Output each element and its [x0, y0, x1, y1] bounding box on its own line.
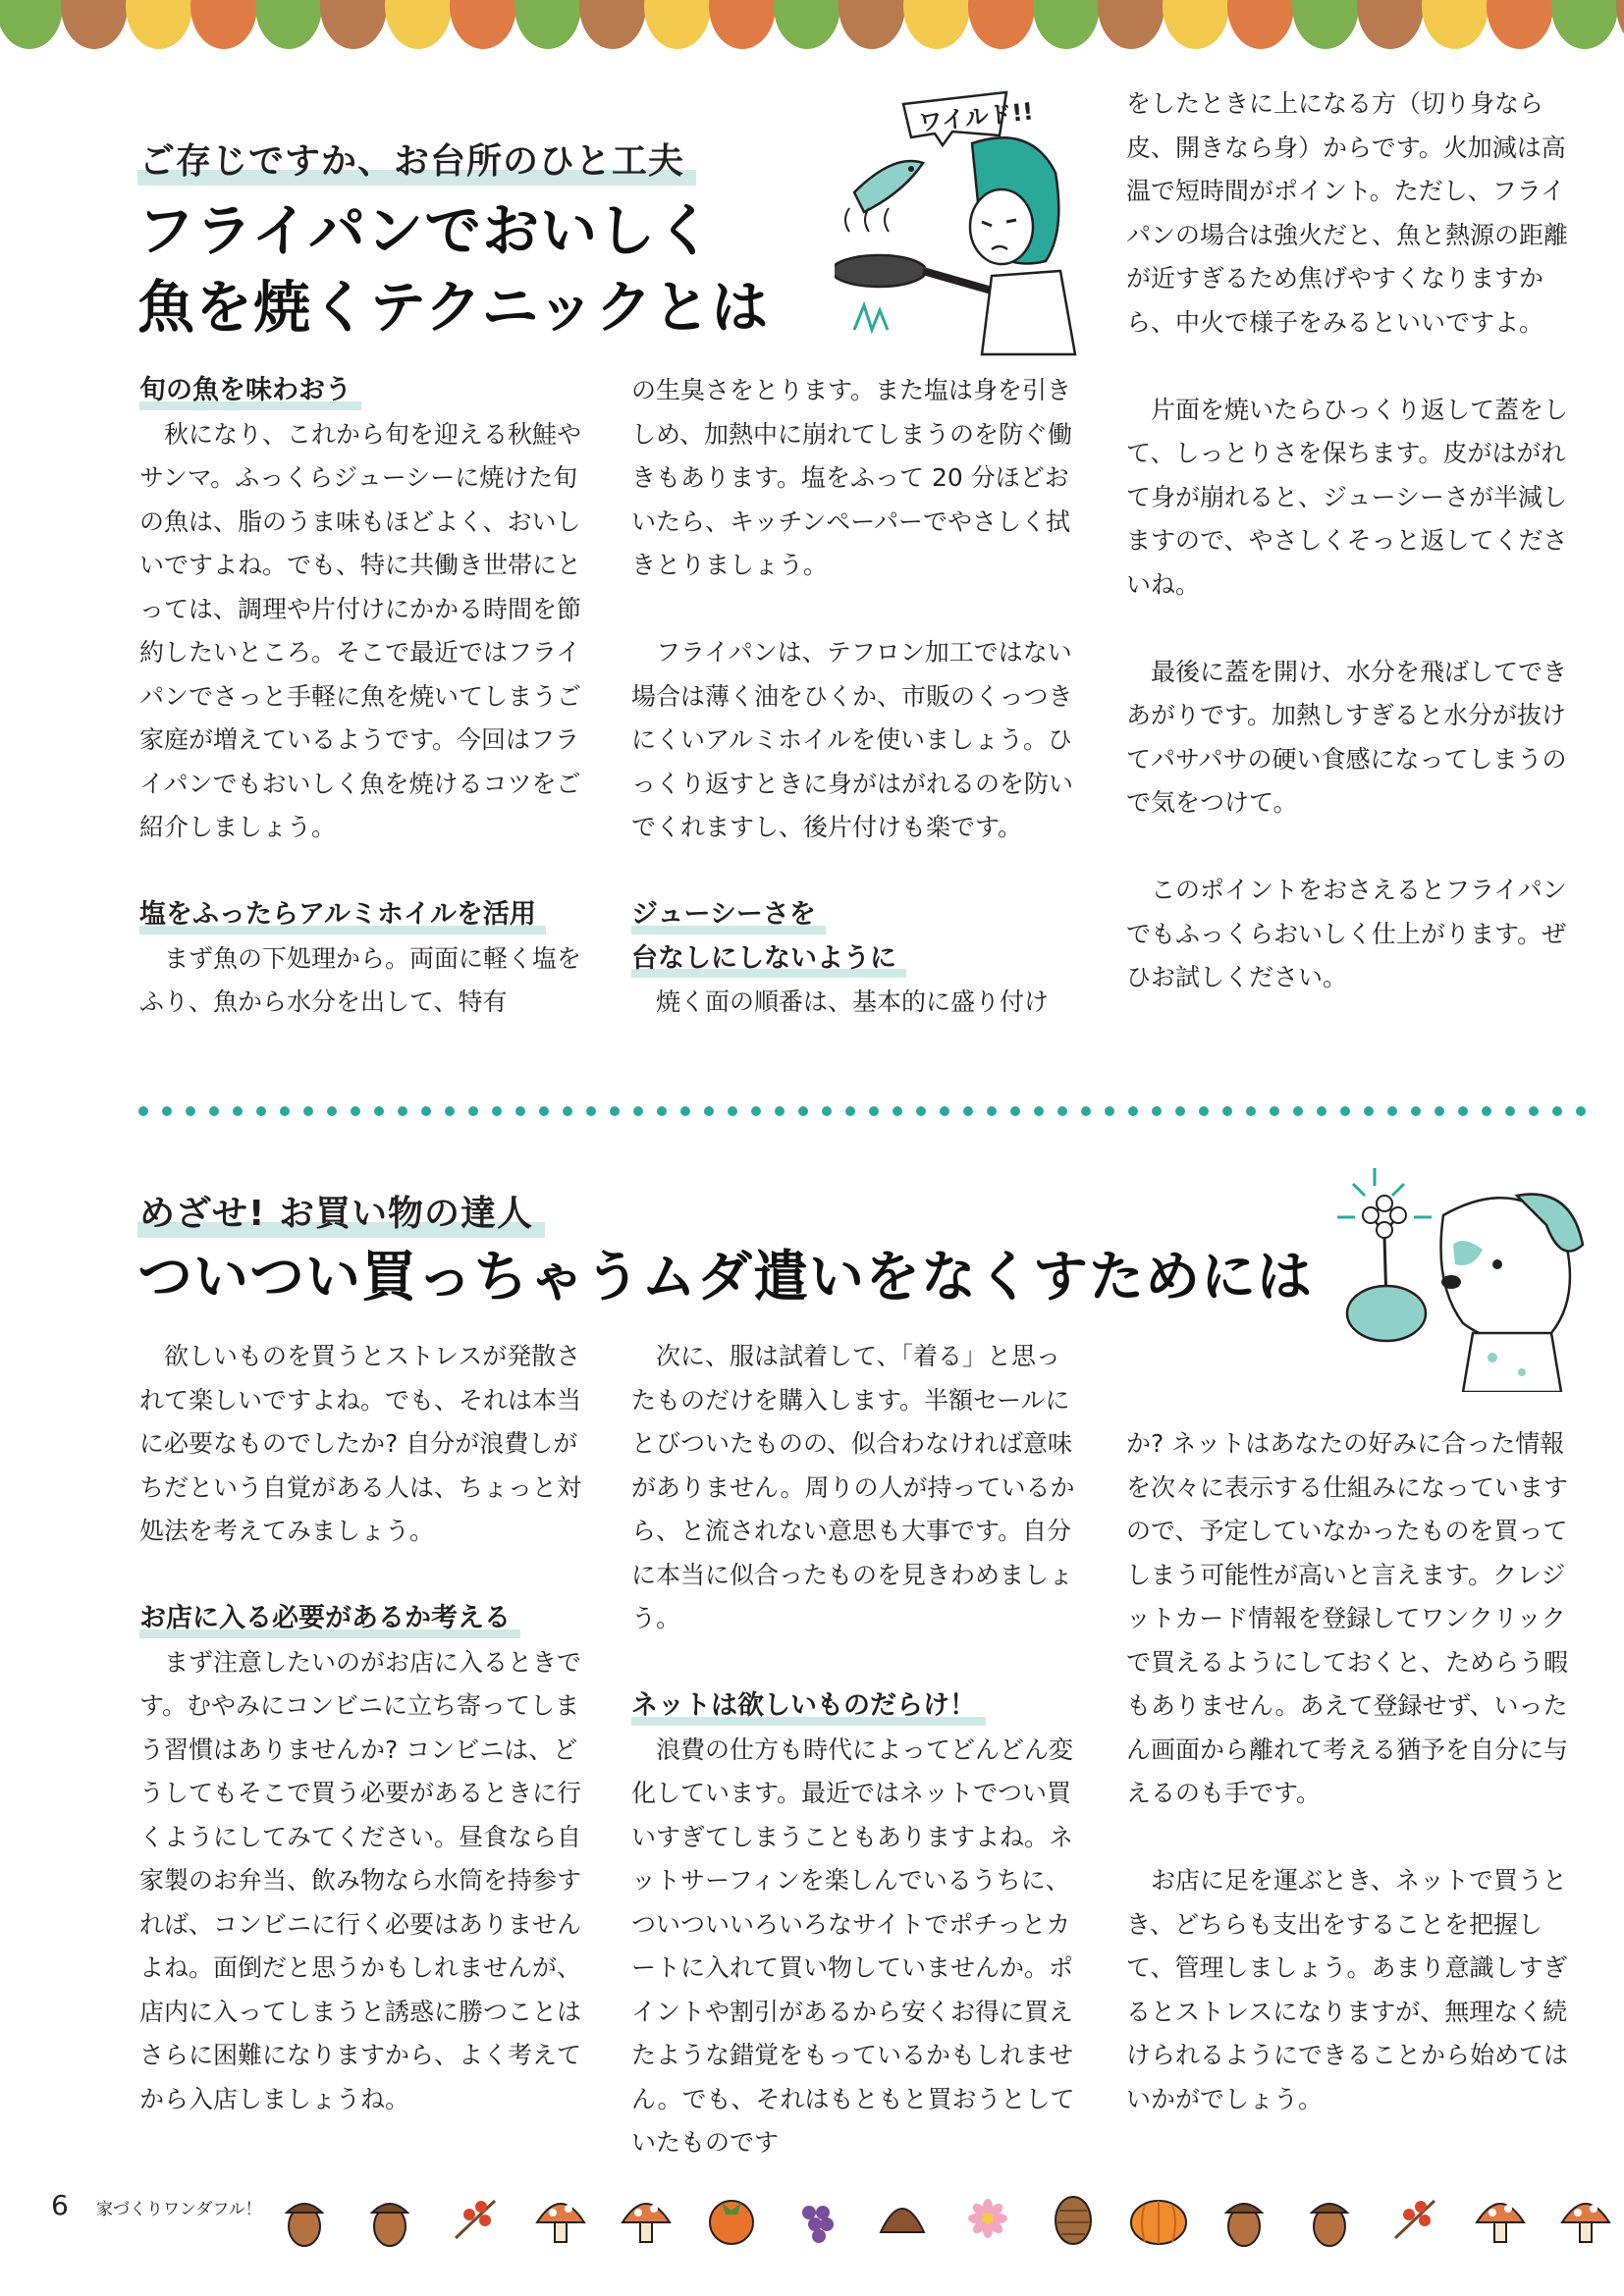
magazine-name: 家づくりワンダフル！: [96, 2200, 262, 2219]
divider-dot: [351, 1106, 360, 1116]
scallop-shape: [774, 0, 840, 49]
paragraph-gap: [1126, 607, 1574, 651]
article2-column-3: [1126, 1422, 1574, 2121]
acorn-icon: [372, 2204, 407, 2246]
section-subheading: [631, 937, 1079, 982]
body-paragraph: まず注意したいのがお店に入るときです。むやみにコンビニに立ち寄ってしまう習慣はありませんか? コンビニは、どうしてもそこで買う必要があるときに行くようにしてみてください。昼食なら自家製のお弁当、飲み物なら水筒を持参すれば、コンビニに行く必要はありませんよね。面倒だと思うかもしれませんが、店内に入ってしまうと誘惑に勝つことはさらに困難になりますから、よく考えてから入店しましょうね。: [139, 1647, 582, 2113]
section-subheading-text: ネットは欲しいものだらけ！: [631, 1690, 976, 1721]
acorn-icon: [1312, 2204, 1347, 2246]
body-paragraph: 最後に蓋を開け、水分を飛ばしてできあがりです。加熱しすぎると水分が抜けてパサパサの硬い食感になってしまうので気をつけて。: [1126, 657, 1568, 817]
divider-dot: [398, 1106, 407, 1116]
grapes-icon: [802, 2206, 834, 2243]
cook-caption: ワイルド!!: [917, 97, 1035, 137]
acorn-icon: [1226, 2204, 1262, 2246]
divider-dot: [1435, 1106, 1444, 1116]
article1-title-line2: 魚を焼くテクニックとは: [137, 274, 770, 341]
divider-dot: [633, 1106, 643, 1116]
scallop-shape: [903, 0, 970, 49]
section-subheading: [631, 893, 1079, 937]
divider-dot: [445, 1106, 455, 1116]
divider-dot: [162, 1106, 172, 1116]
paragraph-gap: [1126, 826, 1574, 870]
divider-dot: [1057, 1106, 1067, 1116]
section-subheading: [139, 369, 587, 413]
divider-dot: [421, 1106, 431, 1116]
divider-dot: [1552, 1106, 1562, 1116]
mushroom-icon: [623, 2204, 670, 2242]
divider-dot: [657, 1106, 667, 1116]
body-paragraph: 片面を焼いたらひっくり返して蓋をして、しっとりさを保ちます。皮がはがれて身が崩れると、ジューシーさが半減しますので、やさしくそっと返してくださいね。: [1126, 395, 1569, 599]
divider-dot: [515, 1106, 525, 1116]
divider-dot: [822, 1106, 832, 1116]
section-divider: [137, 1105, 1591, 1117]
article1-column-3: [1126, 82, 1574, 1000]
section-subheading: [631, 1684, 1079, 1729]
divider-dot: [492, 1106, 502, 1116]
paragraph-gap: [631, 850, 1079, 894]
divider-dot: [1458, 1106, 1468, 1116]
article2-kicker: めざせ! お買い物の達人: [139, 1186, 533, 1236]
divider-dot: [1128, 1106, 1138, 1116]
berries-icon: [456, 2201, 495, 2238]
body-paragraph: 次に、服は試着して、「着る」と思ったものだけを購入します。半額セールにとびついたものの、似合わなければ意味がありません。周りの人が持っているから、と流されない意思も大事です。自分に本当に似合ったものを見きわめましょう。: [631, 1342, 1075, 1632]
divider-dot: [751, 1106, 761, 1116]
divider-dot: [209, 1106, 219, 1116]
divider-dot: [233, 1106, 243, 1116]
divider-dot: [916, 1106, 926, 1116]
divider-dot: [1482, 1106, 1491, 1116]
scallop-shape: [255, 0, 322, 49]
divider-dot: [987, 1106, 997, 1116]
divider-dot: [869, 1106, 879, 1116]
scallop-shape: [450, 0, 516, 49]
scallop-shape: [579, 0, 646, 49]
body-paragraph: 欲しいものを買うとストレスが発散されて楽しいですよね。でも、それは本当に必要なものでしたか? 自分が浪費しがちだという自覚がある人は、ちょっと対処法を考えてみましょう。: [139, 1342, 582, 1545]
divider-dot: [1152, 1106, 1162, 1116]
scallop-shape: [61, 0, 128, 49]
divider-dot: [303, 1106, 313, 1116]
article1-kicker: ご存じですか、お台所のひと工夫: [139, 133, 684, 184]
paragraph-gap: [631, 1641, 1079, 1685]
divider-dot: [610, 1106, 620, 1116]
scallop-shape: [0, 0, 63, 49]
scallop-shape: [126, 0, 192, 49]
divider-dot: [1034, 1106, 1044, 1116]
page-number: 6: [51, 2189, 69, 2221]
divider-dot: [1246, 1106, 1256, 1116]
section-subheading: [139, 893, 587, 937]
divider-dot: [704, 1106, 714, 1116]
article1-column-2: [631, 369, 1079, 1025]
divider-dot: [1317, 1106, 1326, 1116]
divider-dot: [1576, 1106, 1586, 1116]
persimmon-icon: [710, 2201, 753, 2244]
top-scallop-border: [0, 0, 1624, 51]
divider-dot: [893, 1106, 902, 1116]
section-subheading-text: お店に入る必要があるか考える: [139, 1603, 511, 1633]
acorn-icon: [287, 2204, 322, 2246]
scallop-shape: [190, 0, 257, 49]
paragraph-gap: [631, 588, 1079, 632]
scallop-shape: [709, 0, 776, 49]
body-paragraph: 浪費の仕方も時代によってどんどん変化しています。最近ではネットでつい買いすぎてしまうこともありますよね。ネットサーフィンを楽しんでいるうちに、ついついいろいろなサイトでポチっとカートに入れて買い物していませんか。ポイントや割引があるから安くお得に買えたような錯覚をもっているかもしれません。でも、それはもともと買おうとしていたものです: [631, 1735, 1075, 2157]
scallop-shape: [514, 0, 581, 49]
body-paragraph: このポイントをおさえるとフライパンでもふっくらおいしく仕上がります。ぜひお試しください。: [1126, 876, 1567, 991]
section-subheading-text: 旬の魚を味わおう: [139, 375, 352, 405]
scallop-shape: [1422, 0, 1489, 49]
section-subheading-text: ジューシーさを: [631, 899, 816, 930]
divider-dot: [374, 1106, 384, 1116]
divider-dot: [468, 1106, 478, 1116]
scallop-shape: [1227, 0, 1294, 49]
body-paragraph: の生臭さをとります。また塩は身を引きしめ、加熱中に崩れてしまうのを防ぐ働きもあります。塩をふって 20 分ほどおいたら、キッチンペーパーでやさしく拭きとりましょう。: [631, 376, 1073, 579]
scallop-shape: [1616, 0, 1624, 49]
divider-dot: [1505, 1106, 1515, 1116]
divider-dot: [539, 1106, 549, 1116]
divider-dot: [1293, 1106, 1303, 1116]
body-paragraph: 秋になり、これから旬を迎える秋鮭やサンマ。ふっくらジューシーに焼けた旬の魚は、脂のうま味もほどよく、おいしいですよね。でも、特に共働き世帯にとっては、調理や片付けにかかる時間を節約したいところ。そこで最近ではフライパンでさっと手軽に魚を焼いてしまうご家庭が増えているようです。今回はフライパンでもおいしく魚を焼けるコツをご紹介しましょう。: [139, 419, 582, 841]
divider-dot: [963, 1106, 973, 1116]
body-paragraph: をしたときに上になる方（切り身なら皮、開きなら身）からです。火加減は高温で短時間がポイント。ただし、フライパンの場合は強火だと、魚と熱源の距離が近すぎるため焦げやすくなりますから、中火で様子をみるといいですよ。: [1126, 89, 1569, 337]
scallop-shape: [1357, 0, 1424, 49]
article1-column-1: [139, 369, 587, 1025]
divider-dot: [1411, 1106, 1421, 1116]
article2-column-1: [139, 1335, 587, 2121]
section-subheading-text: 台なしにしないように: [631, 942, 896, 974]
paragraph-gap: [139, 1554, 587, 1598]
scallop-shape: [1487, 0, 1553, 49]
body-paragraph: お店に足を運ぶとき、ネットで買うとき、どちらも支出をすることを把握して、管理しましょう。あまり意識しすぎるとストレスになりますが、無理なく続けられるようにできることから始めてはいかがでしょう。: [1126, 1866, 1569, 2113]
flower-icon: [968, 2199, 1007, 2238]
footer-autumn-decoration: [0, 2169, 1624, 2277]
scallop-shape: [1033, 0, 1100, 49]
divider-dot: [1222, 1106, 1232, 1116]
divider-dot: [1364, 1106, 1374, 1116]
body-paragraph: フライパンは、テフロン加工ではない場合は薄く油をひくか、市販のくっつきにくいアルミホイルを使いましょう。ひっくり返すときに身がはがれるのを防いでくれますし、後片付けも楽です。: [631, 638, 1074, 841]
scallop-shape: [839, 0, 905, 49]
divider-dot: [256, 1106, 266, 1116]
divider-dot: [940, 1106, 949, 1116]
scallop-shape: [1551, 0, 1618, 49]
divider-dot: [1105, 1106, 1114, 1116]
divider-dot: [680, 1106, 690, 1116]
divider-dot: [586, 1106, 596, 1116]
scallop-shape: [320, 0, 387, 49]
divider-dot: [845, 1106, 855, 1116]
scallop-shape: [1292, 0, 1359, 49]
section-subheading-text: 塩をふったらアルミホイルを活用: [139, 899, 536, 930]
paragraph-gap: [139, 850, 587, 894]
body-paragraph: まず魚の下処理から。両面に軽く塩をふり、魚から水分を出して、特有: [139, 943, 582, 1016]
divider-dot: [728, 1106, 737, 1116]
divider-dot: [1199, 1106, 1209, 1116]
divider-dot: [1340, 1106, 1350, 1116]
article1-title-line1: フライパンでおいしく: [137, 197, 715, 264]
scallop-shape: [968, 0, 1035, 49]
scallop-shape: [1098, 0, 1164, 49]
article2-column-2: [631, 1335, 1079, 2165]
mushroom-icon: [1477, 2204, 1524, 2242]
scallop-shape: [1163, 0, 1229, 49]
dog-flower-illustration: [1326, 1156, 1591, 1392]
paragraph-gap: [1126, 345, 1574, 389]
divider-dot: [1010, 1106, 1020, 1116]
pumpkin-icon: [1131, 2201, 1186, 2244]
body-paragraph: か? ネットはあなたの好みに合った情報を次々に表示する仕組みになっていますので、予定していなかったものを買ってしまう可能性が高いと言えます。クレジットカード情報を登録してワンクリックで買えるようにしておくと、ためらう暇もありません。あえて登録せず、いったん画面から離れて考える猶予を自分に与えるのも手です。: [1126, 1429, 1569, 1807]
scallop-shape: [644, 0, 711, 49]
scallop-shape: [385, 0, 452, 49]
body-paragraph: 焼く面の順番は、基本的に盛り付け: [656, 988, 1050, 1016]
divider-dot: [327, 1106, 337, 1116]
mushroom-icon: [1562, 2204, 1609, 2242]
divider-dot: [1529, 1106, 1539, 1116]
section-subheading: [139, 1597, 587, 1641]
berries-icon: [1395, 2201, 1435, 2238]
mushroom-icon: [537, 2204, 584, 2242]
divider-dot: [280, 1106, 290, 1116]
cook-illustration: [835, 84, 1090, 359]
divider-dot: [563, 1106, 572, 1116]
divider-dot: [775, 1106, 785, 1116]
divider-dot: [1387, 1106, 1397, 1116]
chestnut-icon: [881, 2209, 924, 2232]
divider-dot: [1175, 1106, 1185, 1116]
divider-dot: [1270, 1106, 1279, 1116]
article1-title: [137, 192, 769, 346]
paragraph-gap: [1126, 1816, 1574, 1860]
pinecone-icon: [1056, 2197, 1091, 2244]
divider-dot: [1081, 1106, 1091, 1116]
divider-dot: [186, 1106, 195, 1116]
divider-dot: [798, 1106, 808, 1116]
divider-dot: [138, 1106, 148, 1116]
article2-title: ついつい買っちゃうムダ遣いをなくすためには: [137, 1246, 1313, 1309]
